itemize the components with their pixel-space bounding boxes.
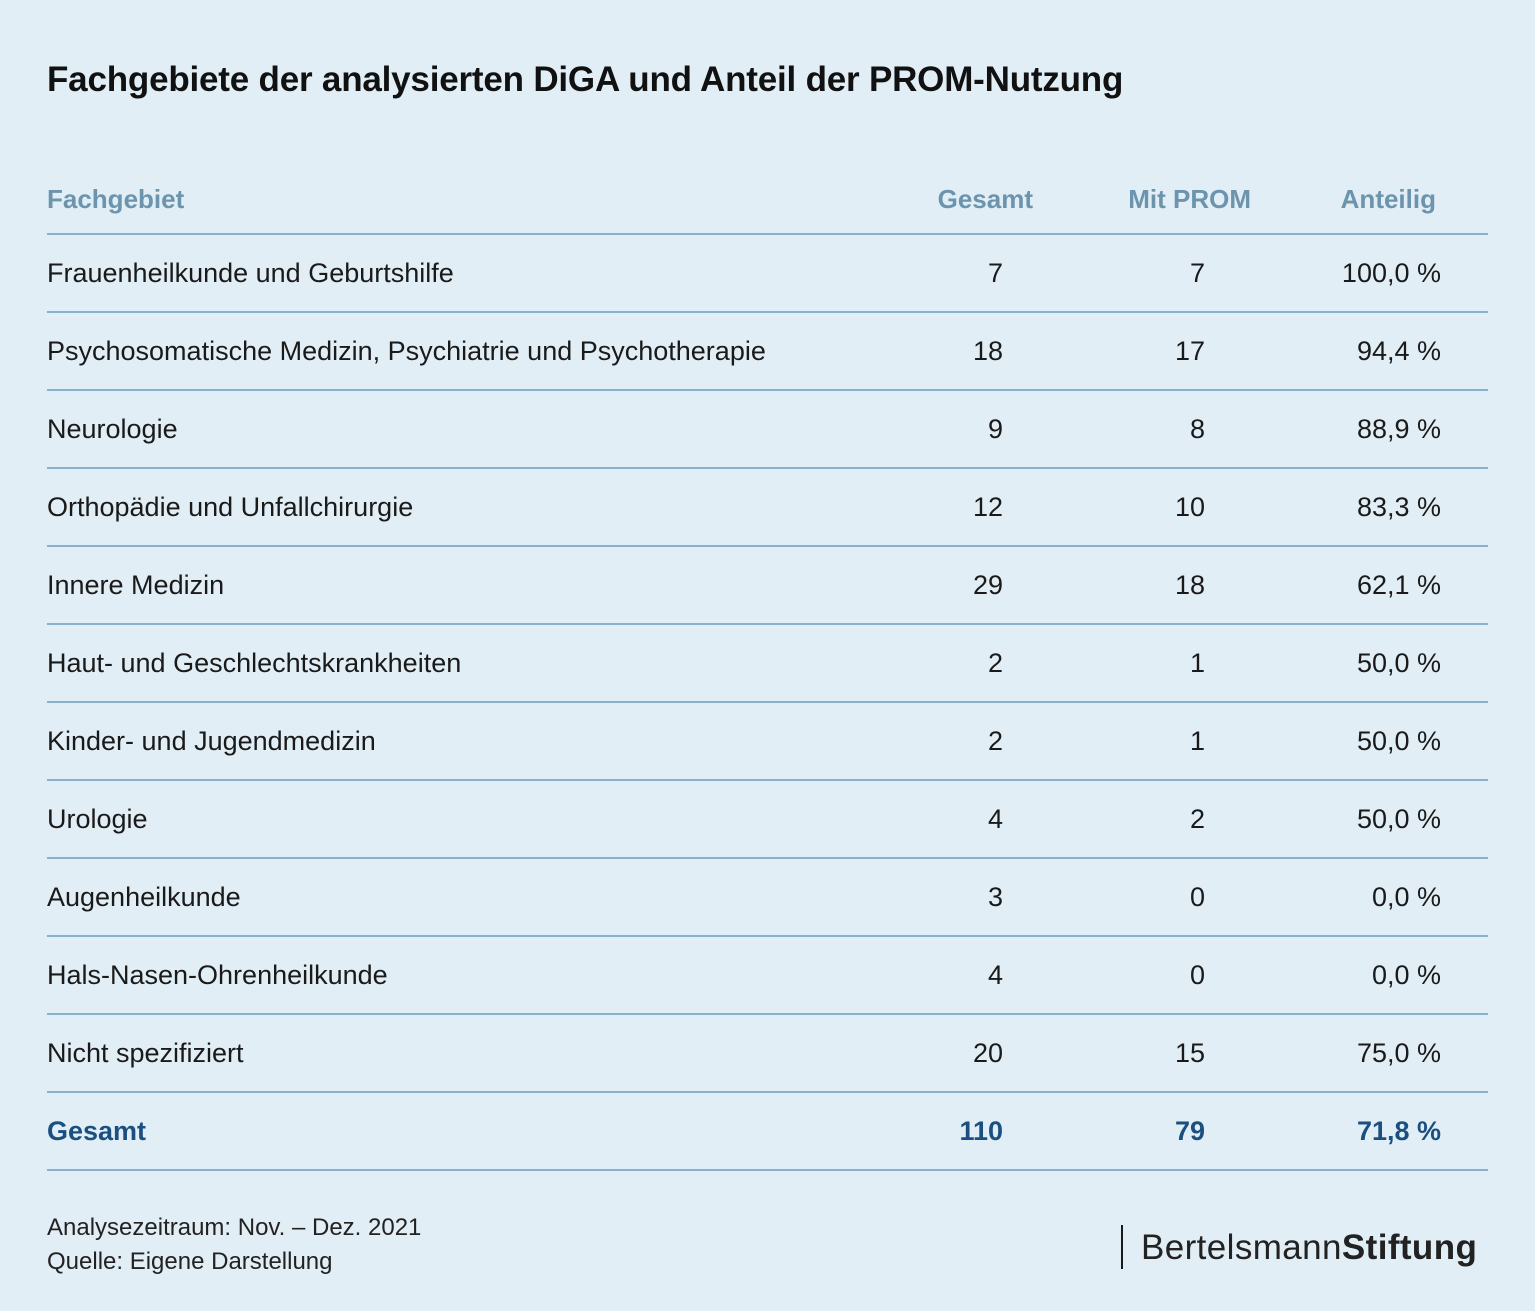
cell-gesamt: 9 [987, 414, 1003, 444]
column-header-mit-prom: Mit PROM [1128, 184, 1251, 214]
cell-mit-prom: 18 [1174, 570, 1205, 600]
table-row [47, 703, 1488, 781]
cell-fachgebiet: Haut- und Geschlechtskrankheiten [47, 648, 462, 678]
analysis-period: Analysezeitraum: Nov. – Dez. 2021 [47, 1214, 422, 1241]
cell-anteilig: 0,0 % [1371, 882, 1441, 912]
table-row [47, 547, 1488, 625]
table-row [47, 859, 1488, 937]
table-row [47, 469, 1488, 547]
column-header-anteilig: Anteilig [1340, 184, 1436, 214]
table-row [47, 781, 1488, 859]
cell-gesamt: 2 [987, 648, 1003, 678]
cell-anteilig: 88,9 % [1356, 414, 1441, 444]
cell-total-anteilig: 71,8 % [1356, 1116, 1441, 1146]
logo-text-stiftung: Stiftung [1341, 1228, 1478, 1267]
footer-notes [47, 1211, 421, 1279]
column-header-fachgebiet: Fachgebiet [47, 184, 185, 214]
table-row [47, 937, 1488, 1015]
cell-fachgebiet: Kinder- und Jugendmedizin [47, 726, 376, 756]
cell-anteilig: 83,3 % [1356, 492, 1441, 522]
cell-total-label: Gesamt [47, 1116, 147, 1146]
cell-anteilig: 50,0 % [1356, 726, 1441, 756]
cell-gesamt: 20 [972, 1038, 1003, 1068]
table-row [47, 1015, 1488, 1093]
cell-total-mit-prom: 79 [1174, 1116, 1205, 1146]
cell-anteilig: 100,0 % [1341, 258, 1441, 288]
cell-anteilig: 62,1 % [1356, 570, 1441, 600]
cell-fachgebiet: Orthopädie und Unfallchirurgie [47, 492, 414, 522]
cell-gesamt: 12 [972, 492, 1003, 522]
table-row [47, 313, 1488, 391]
data-table [47, 166, 1488, 1171]
table-row [47, 625, 1488, 703]
column-header-gesamt: Gesamt [937, 184, 1033, 214]
table-row [47, 391, 1488, 469]
cell-gesamt: 4 [987, 960, 1003, 990]
cell-mit-prom: 8 [1189, 414, 1205, 444]
cell-mit-prom: 1 [1189, 726, 1205, 756]
cell-mit-prom: 2 [1189, 804, 1205, 834]
cell-gesamt: 29 [972, 570, 1003, 600]
cell-gesamt: 2 [987, 726, 1003, 756]
logo-text-bertelsmann: Bertelsmann [1141, 1228, 1342, 1267]
cell-fachgebiet: Neurologie [47, 414, 178, 444]
cell-fachgebiet: Hals-Nasen-Ohrenheilkunde [47, 960, 388, 990]
cell-fachgebiet: Innere Medizin [47, 570, 225, 600]
chart-title: Fachgebiete der analysierten DiGA und Anteil der PROM-Nutzung [47, 60, 1124, 99]
cell-mit-prom: 7 [1189, 258, 1205, 288]
cell-mit-prom: 17 [1174, 336, 1205, 366]
cell-mit-prom: 1 [1189, 648, 1205, 678]
cell-mit-prom: 0 [1189, 882, 1205, 912]
table-header [47, 166, 1488, 235]
cell-total-gesamt: 110 [959, 1116, 1003, 1146]
cell-anteilig: 50,0 % [1356, 804, 1441, 834]
cell-anteilig: 94,4 % [1356, 336, 1441, 366]
cell-mit-prom: 15 [1174, 1038, 1205, 1068]
cell-gesamt: 18 [972, 336, 1003, 366]
cell-fachgebiet: Urologie [47, 804, 148, 834]
cell-mit-prom: 10 [1174, 492, 1205, 522]
table-row-total [47, 1093, 1488, 1171]
cell-mit-prom: 0 [1189, 960, 1205, 990]
cell-gesamt: 4 [987, 804, 1003, 834]
cell-anteilig: 50,0 % [1356, 648, 1441, 678]
table-row [47, 235, 1488, 313]
cell-fachgebiet: Nicht spezifiziert [47, 1038, 244, 1068]
source-note: Quelle: Eigene Darstellung [47, 1248, 333, 1275]
cell-fachgebiet: Augenheilkunde [47, 882, 241, 912]
cell-fachgebiet: Frauenheilkunde und Geburtshilfe [47, 258, 454, 288]
cell-gesamt: 7 [987, 258, 1003, 288]
bertelsmann-stiftung-logo [1121, 1225, 1477, 1269]
cell-anteilig: 0,0 % [1371, 960, 1441, 990]
cell-fachgebiet: Psychosomatische Medizin, Psychiatrie und Psychotherapie [47, 336, 766, 366]
cell-gesamt: 3 [987, 882, 1003, 912]
cell-anteilig: 75,0 % [1356, 1038, 1441, 1068]
